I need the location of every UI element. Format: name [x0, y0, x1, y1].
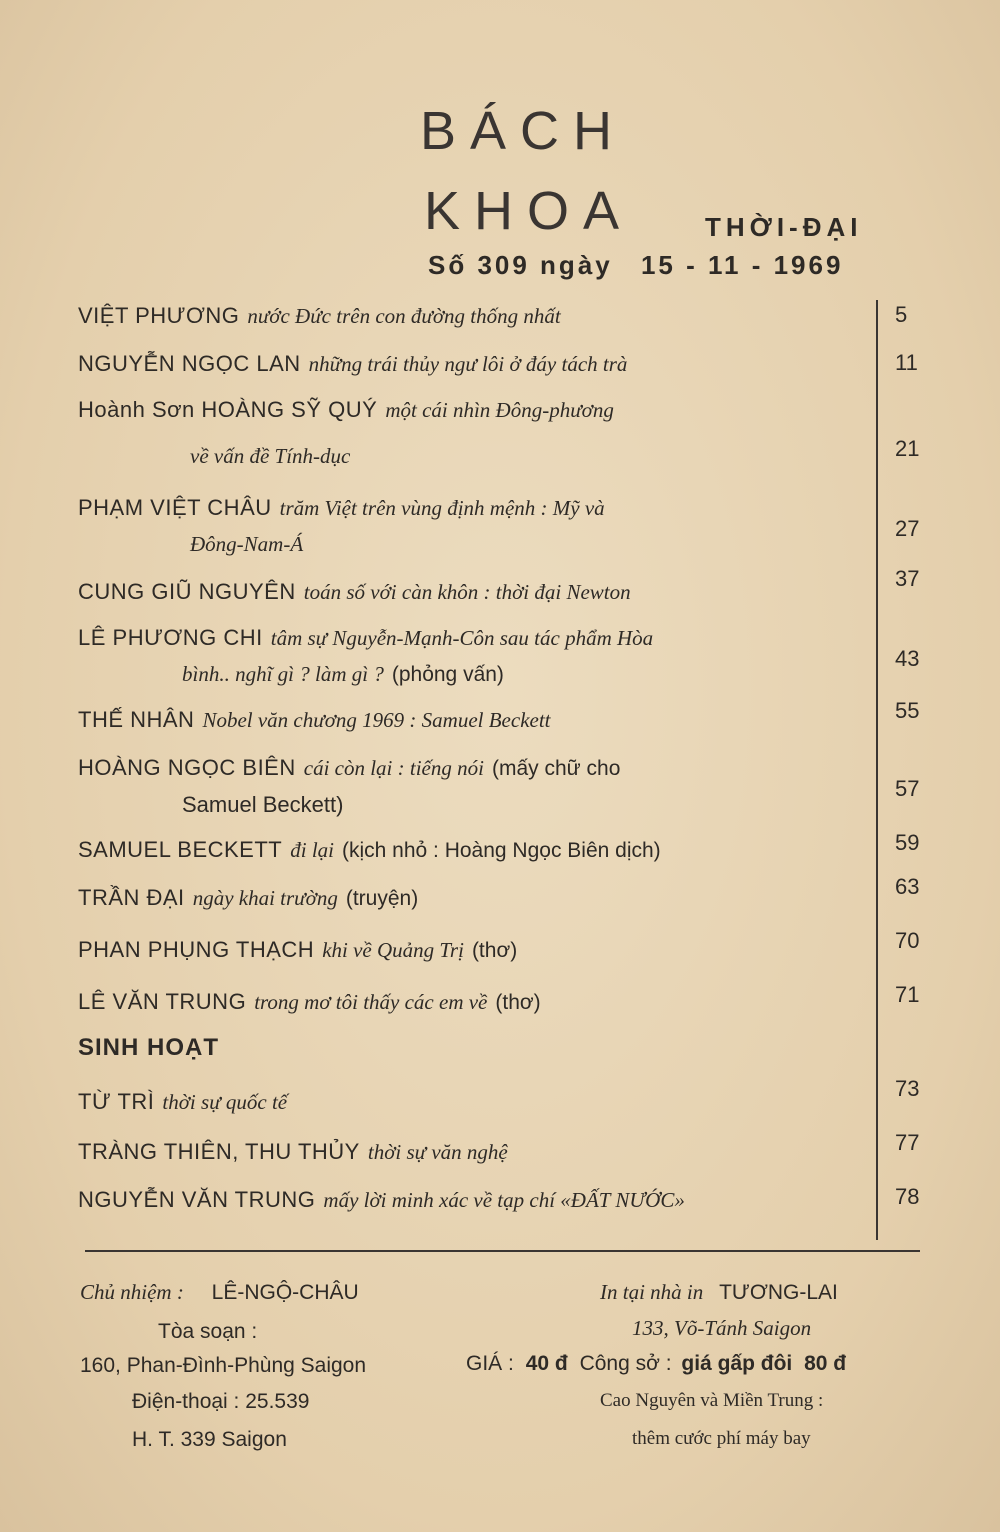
toc-entry — [78, 832, 868, 869]
price-line — [466, 1352, 846, 1376]
issue-date: 15 - 11 - 1969 — [640, 250, 844, 280]
masthead-title-line1: BÁCH — [420, 101, 627, 161]
toc-title: cái còn lại : tiếng nói — [303, 756, 484, 780]
toc-author: NGUYỄN NGỌC LAN — [78, 351, 301, 376]
masthead-title-line2: KHOA — [424, 181, 634, 241]
page-number-divider — [876, 300, 878, 1240]
toc-entry — [78, 932, 868, 969]
regions-note: Cao Nguyên và Miền Trung : — [600, 1390, 824, 1411]
masthead-subtitle: THỜI-ĐẠI — [705, 212, 863, 242]
toc-note: (thơ) — [471, 939, 518, 962]
toc-title: đi lại — [290, 838, 334, 862]
toc-author: CUNG GIŨ NGUYÊN — [78, 579, 296, 604]
footer-divider — [85, 1250, 920, 1252]
toc-entry — [78, 1084, 868, 1120]
toc-entry — [78, 702, 868, 738]
toc-page-number: 70 — [895, 928, 920, 953]
toc-page-number: 71 — [895, 982, 920, 1007]
toc-page-number: 59 — [895, 830, 920, 855]
toc-note: (phỏng vấn) — [391, 663, 504, 686]
toc-title: mấy lời minh xác về tạp chí «ĐẤT NƯỚC» — [323, 1188, 685, 1212]
toc-title: trăm Việt trên vùng định mệnh : Mỹ và — [279, 496, 605, 520]
toc-page-number: 57 — [895, 776, 920, 801]
toc-title-continued — [78, 656, 868, 693]
office-phone: Điện-thoại : 25.539 — [132, 1390, 310, 1413]
toc-author: TRÀNG THIÊN, THU THỦY — [78, 1139, 360, 1164]
toc-note: (kịch nhỏ : Hoàng Ngọc Biên dịch) — [342, 839, 661, 862]
toc-entry — [78, 1182, 868, 1218]
office-price-text: giá gấp đôi — [681, 1352, 793, 1375]
toc-title: khi về Quảng Trị — [322, 938, 464, 962]
toc-author: LÊ PHƯƠNG CHI — [78, 625, 263, 650]
office-address: 160, Phan-Đình-Phùng Saigon — [80, 1354, 367, 1377]
toc-author: TRẦN ĐẠI — [78, 885, 185, 910]
toc-page-number: 78 — [895, 1184, 920, 1209]
toc-author: LÊ VĂN TRUNG — [78, 989, 247, 1014]
toc-entry — [78, 750, 868, 823]
toc-entry — [78, 574, 868, 610]
toc-title-continued: về vấn đề Tính-dục — [190, 444, 351, 468]
toc-title-continued: Samuel Beckett) — [182, 792, 344, 817]
toc-title-continued-text: bình.. nghĩ gì ? làm gì ? — [182, 662, 384, 686]
office-label: Tòa soạn : — [158, 1320, 258, 1343]
toc-title: nước Đức trên con đường thống nhất — [247, 304, 561, 328]
office-price-value: 80 đ — [804, 1352, 847, 1375]
toc-author: TỪ TRÌ — [78, 1089, 155, 1114]
toc-note: (thơ) — [495, 991, 541, 1014]
director-name: LÊ-NGỘ-CHÂU — [211, 1281, 359, 1304]
toc-entry — [78, 984, 868, 1021]
toc-page-number: 37 — [895, 566, 920, 591]
toc-author: HOÀNG NGỌC BIÊN — [78, 755, 296, 780]
toc-title: những trái thủy ngư lôi ở đáy tách trà — [308, 352, 628, 376]
toc-page-number: 11 — [895, 350, 918, 375]
toc-title: thời sự quốc tế — [162, 1090, 288, 1114]
toc-page-number: 27 — [895, 516, 920, 541]
printer-label: In tại nhà in — [600, 1280, 704, 1304]
director-label: Chủ nhiệm : — [80, 1280, 184, 1304]
airmail-note: thêm cước phí máy bay — [632, 1428, 811, 1449]
toc-title: thời sự văn nghệ — [367, 1140, 508, 1164]
issue-line — [428, 250, 843, 281]
toc-entry — [78, 620, 868, 693]
toc-entry — [78, 1134, 868, 1170]
toc-author: THẾ NHÂN — [78, 707, 195, 732]
section-heading: SINH HOẠT — [78, 1034, 219, 1061]
issue-label: Số 309 ngày — [428, 250, 613, 280]
toc-author: Hoành Sơn HOÀNG SỸ QUÝ — [78, 397, 378, 422]
toc-title: ngày khai trường — [192, 886, 338, 910]
toc-entry — [78, 346, 868, 382]
printer-address: 133, Võ-Tánh Saigon — [632, 1316, 812, 1340]
toc-title: tâm sự Nguyễn-Mạnh-Côn sau tác phẩm Hòa — [270, 626, 654, 650]
toc-author: NGUYỄN VĂN TRUNG — [78, 1187, 316, 1212]
toc-page-number: 55 — [895, 698, 920, 723]
po-box: H. T. 339 Saigon — [132, 1428, 287, 1451]
toc-page-number: 63 — [895, 874, 920, 899]
toc-title-continued: Đông-Nam-Á — [190, 532, 304, 556]
toc-title: Nobel văn chương 1969 : Samuel Beckett — [202, 708, 551, 732]
office-price-label: Công sở : — [579, 1352, 672, 1375]
toc-title: một cái nhìn Đông-phương — [385, 398, 614, 422]
toc-page-number: 21 — [895, 436, 920, 461]
toc-author: PHẠM VIỆT CHÂU — [78, 495, 272, 520]
price-label: GIÁ : — [466, 1352, 514, 1375]
toc-entry — [78, 490, 868, 562]
toc-page-number: 5 — [895, 302, 908, 327]
toc-page-number: 43 — [895, 646, 920, 671]
toc-entry — [78, 880, 868, 917]
toc-note: (mấy chữ cho — [491, 757, 621, 780]
printer-name: TƯƠNG-LAI — [719, 1281, 838, 1304]
toc-entry — [78, 298, 868, 334]
toc-author: VIỆT PHƯƠNG — [78, 303, 240, 328]
price-value: 40 đ — [525, 1352, 568, 1375]
toc-entry — [78, 392, 868, 474]
toc-note: (truyện) — [345, 887, 419, 910]
toc-title: trong mơ tôi thấy các em về — [254, 990, 488, 1014]
toc-author: PHAN PHỤNG THẠCH — [78, 937, 315, 962]
director-line — [80, 1280, 359, 1305]
toc-author: SAMUEL BECKETT — [78, 837, 283, 862]
toc-page-number: 77 — [895, 1130, 920, 1155]
toc-title: toán số với càn khôn : thời đại Newton — [303, 580, 631, 604]
printer-line — [600, 1280, 838, 1305]
toc-page-number: 73 — [895, 1076, 920, 1101]
